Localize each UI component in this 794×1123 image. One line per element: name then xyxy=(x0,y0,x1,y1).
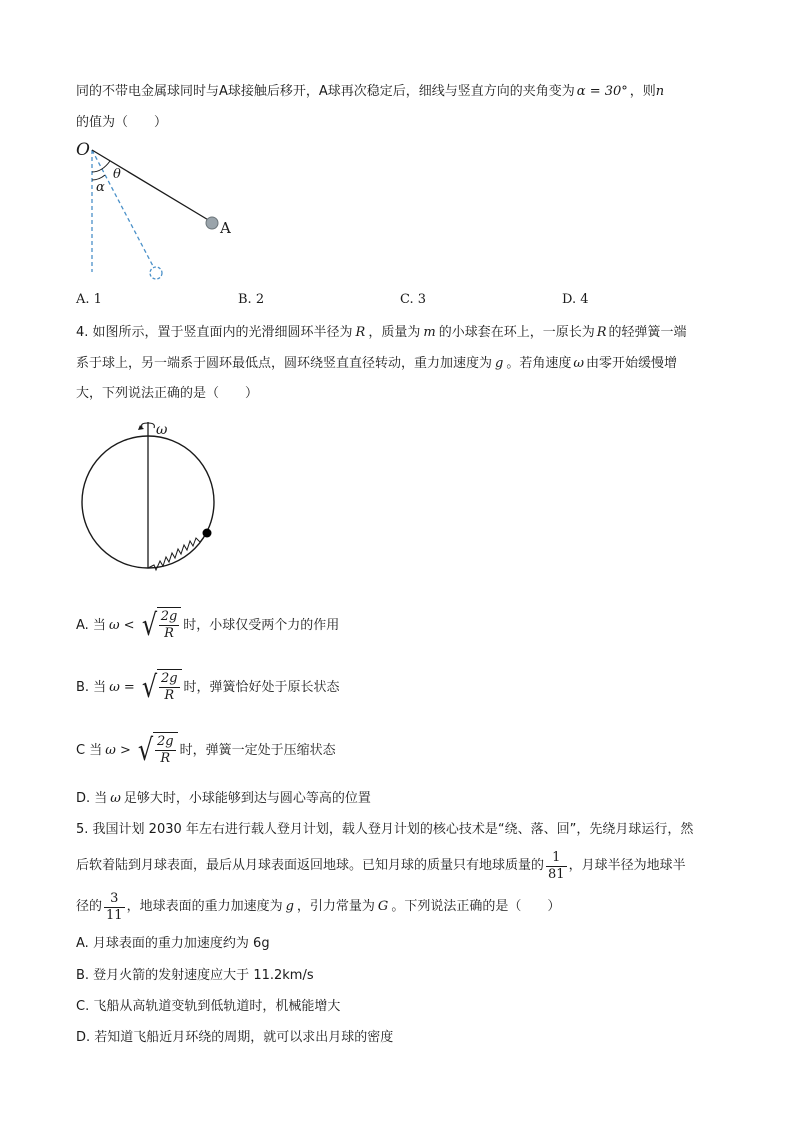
q4-var-omega: ω xyxy=(573,356,584,371)
q3-n-variable: n xyxy=(655,84,665,99)
q3-ball-a xyxy=(206,217,218,229)
q3-label-alpha: α xyxy=(96,180,105,195)
q4-rotation-arrowhead-icon xyxy=(138,425,144,430)
q5-text-3b: ，地球表面的重力加速度为 xyxy=(126,899,283,914)
q4-ring-figure xyxy=(74,418,224,578)
q4-spring xyxy=(148,534,206,570)
q5-frac2-num: 3 xyxy=(104,891,125,908)
q5-frac2-den: 11 xyxy=(106,907,123,923)
q3-option-d[interactable]: D. 4 xyxy=(562,292,589,307)
q5-text-2-tail: ，月球半径为地球半 xyxy=(568,858,686,873)
q4-option-a[interactable] xyxy=(76,606,339,646)
q4-stem-line2 xyxy=(76,354,677,374)
q5-option-b[interactable]: B. 登月火箭的发射速度应大于 11.2km/s xyxy=(76,968,314,983)
q4-stem-line3: 大，下列说法正确的是（ ） xyxy=(76,386,259,401)
q4-opt-b-post: 时，弹簧恰好处于原长状态 xyxy=(183,680,340,695)
q4-var-m: m xyxy=(423,325,436,340)
q4-opt-b-den: R xyxy=(164,688,175,703)
q4-opt-a-pre: A. 当 xyxy=(76,618,106,633)
q3-option-b[interactable]: B. 2 xyxy=(238,292,265,307)
q5-frac1-den: 81 xyxy=(548,866,565,882)
q3-pendulum-figure xyxy=(72,138,242,286)
q3-option-a[interactable]: A. 1 xyxy=(76,292,102,307)
q4-opt-c-num: 2g xyxy=(156,734,174,749)
q4-text-1: 4. 如图所示，置于竖直面内的光滑细圆环半径为 xyxy=(76,325,353,340)
q4-opt-d-omega: ω xyxy=(110,791,121,806)
q5-option-d[interactable]: D. 若知道飞船近月环绕的周期，就可以求出月球的密度 xyxy=(76,1030,394,1045)
q4-opt-d-pre: D. 当 xyxy=(76,791,108,806)
q4-option-c[interactable] xyxy=(76,731,336,771)
q3-dashed-ball xyxy=(150,267,162,279)
q3-option-c[interactable]: C. 3 xyxy=(400,292,427,307)
q3-thread xyxy=(92,150,210,221)
q3-alpha-value: α = 30° xyxy=(576,84,628,99)
q4-opt-a-rel: ω < xyxy=(108,618,135,633)
q5-text-2: 后软着陆到月球表面，最后从月球表面返回地球。已知月球的质量只有地球质量的 xyxy=(76,858,545,873)
q4-var-r2: R xyxy=(596,325,607,340)
q4-opt-c-post: 时，弹簧一定处于压缩状态 xyxy=(179,743,336,758)
q4-opt-a-sqrt: √ $\frac{2g}{R}$ xyxy=(140,607,182,645)
q4-opt-b-rel: ω = xyxy=(109,680,135,695)
q3-stem-line1 xyxy=(76,82,664,102)
q4-text-4: 的轻弹簧一端 xyxy=(608,325,687,340)
q5-option-c[interactable]: C. 飞船从高轨道变轨到低轨道时，机械能增大 xyxy=(76,999,341,1014)
q4-opt-b-num: 2g xyxy=(160,671,178,686)
q4-text-5: 系于球上，另一端系于圆环最低点，圆环绕竖直直径转动，重力加速度为 xyxy=(76,356,493,371)
q4-stem-line1 xyxy=(76,323,687,343)
q5-stem-line1: 5. 我国计划 2030 年左右进行载人登月计划，载人登月计划的核心技术是“绕、落、回”，先绕月球运行，然 xyxy=(76,822,694,837)
q4-opt-c-pre: C 当 xyxy=(76,743,103,758)
q5-stem-line3 xyxy=(76,887,560,927)
q3-stem-text: 同的不带电金属球同时与A球接触后移开，A球再次稳定后，细线与竖直方向的夹角变为 xyxy=(76,84,575,99)
q4-opt-d-post: 足够大时，小球能够到达与圆心等高的位置 xyxy=(123,791,371,806)
q4-option-b[interactable] xyxy=(76,668,340,708)
q5-stem-line2 xyxy=(76,846,686,886)
q4-text-3: 的小球套在环上，一原长为 xyxy=(438,325,595,340)
q3-label-a: A xyxy=(220,219,231,237)
q4-opt-c-den: R xyxy=(160,751,171,766)
q3-angle-arc-theta xyxy=(92,161,110,172)
q5-text-3c: ，引力常量为 xyxy=(296,899,375,914)
q4-label-omega: ω xyxy=(156,422,168,438)
q3-stem-tail: ，则 xyxy=(629,84,656,99)
q4-var-r: R xyxy=(355,325,366,340)
q5-option-a[interactable]: A. 月球表面的重力加速度约为 6g xyxy=(76,936,270,951)
q3-dashed-thread xyxy=(92,150,154,268)
q3-label-o: O xyxy=(76,140,90,160)
q5-frac1-num: 1 xyxy=(546,850,567,867)
q4-var-g: g xyxy=(495,356,504,371)
q4-opt-a-num: 2g xyxy=(160,609,178,624)
q5-fraction-radius xyxy=(104,891,125,924)
q4-text-6: 。若角速度 xyxy=(506,356,572,371)
q4-opt-b-pre: B. 当 xyxy=(76,680,107,695)
q5-text-3a: 径的 xyxy=(76,899,103,914)
q4-opt-a-post: 时，小球仅受两个力的作用 xyxy=(183,618,340,633)
q4-opt-b-sqrt: √ $\frac{2g}{R}$ xyxy=(140,669,182,707)
q4-text-7: 由零开始缓慢增 xyxy=(585,356,677,371)
q4-option-d[interactable] xyxy=(76,789,371,809)
q4-ball xyxy=(203,529,212,538)
q3-stem-line2: 的值为（ ） xyxy=(76,115,168,130)
q5-var-g: g xyxy=(285,899,294,914)
q5-fraction-mass xyxy=(546,850,567,883)
q4-text-2: ，质量为 xyxy=(368,325,421,340)
q4-opt-c-sqrt: √ $\frac{2g}{R}$ xyxy=(136,732,178,770)
q4-opt-a-den: R xyxy=(164,626,174,641)
q4-opt-c-rel: ω > xyxy=(105,743,131,758)
q5-var-big-g: G xyxy=(377,899,389,914)
q3-label-theta: θ xyxy=(113,167,121,182)
q5-text-3d: 。下列说法正确的是（ ） xyxy=(391,899,561,914)
